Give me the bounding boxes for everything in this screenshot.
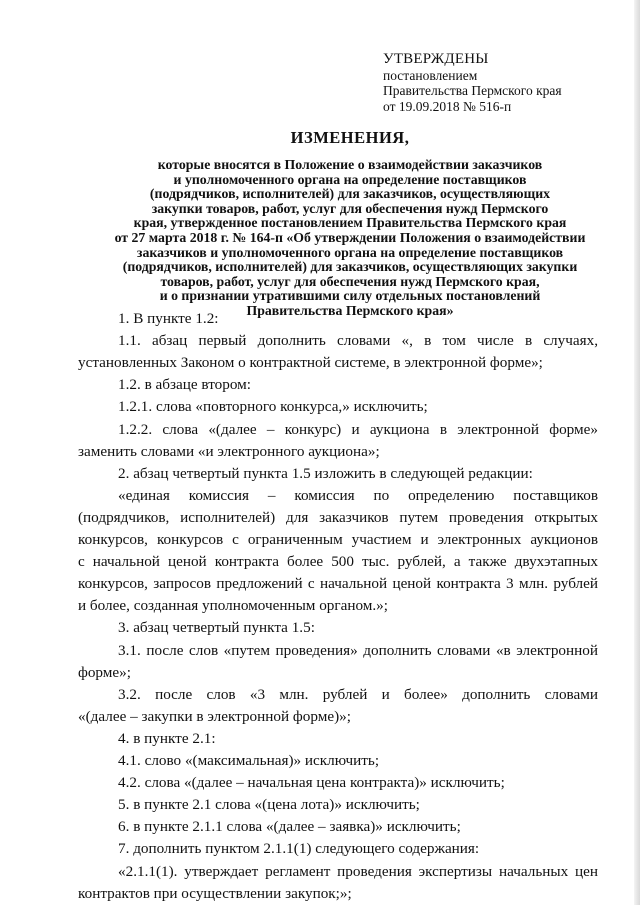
body-line: форме»; (78, 663, 131, 681)
body-line: контрактов при осуществлении закупок;»; (78, 884, 352, 902)
body-line: 1.2.2. слова «(далее – конкурс) и аукциона в электронной форме» (118, 420, 598, 438)
body-line: 4.1. слово «(максимальная)» исключить; (118, 752, 380, 769)
body-line: и более, созданная уполномоченным органом.»; (78, 597, 389, 615)
body-line: 4.2. слова «(далее – начальная цена контракта)» исключить; (118, 774, 505, 792)
heading-line: которые вносятся в Положение о взаимодействии заказчиков (157, 157, 543, 172)
body-line: 3.2. после слов «3 млн. рублей и более» дополнить словами (118, 685, 598, 703)
body-line: (подрядчиков, исполнителей) для заказчиков путем проведения открытых (78, 508, 598, 526)
heading-line: Правительства Пермского края» (246, 302, 454, 318)
body-line: 4. в пункте 2.1: (118, 729, 216, 747)
body-line: 7. дополнить пунктом 2.1.1(1) следующего содержания: (118, 840, 480, 858)
body-line: конкурсов, конкурсов с ограниченным участием и электронных аукционов (78, 531, 598, 548)
body-line: 6. в пункте 2.1.1 слова «(далее – заявка)» исключить; (118, 818, 461, 836)
body-line: 1.1. абзац первый дополнить словами «, в том числе в случаях, (118, 332, 598, 350)
approval-line: от 19.09.2018 № 516-п (383, 98, 512, 114)
heading-line: и о признании утратившими силу отдельных постановлений (159, 288, 541, 304)
body-line: конкурсов, запросов предложений с начальной ценой контракта 3 млн. рублей (78, 575, 598, 593)
body-line: установленных Законом о контрактной системе, в электронной форме»; (78, 354, 543, 372)
body-line: «(далее – закупки в электронной форме)»; (78, 707, 351, 725)
heading-line: от 27 марта 2018 г. № 164-п «Об утверждении Положения о взаимодействии (114, 229, 586, 245)
heading-line: товаров, работ, услуг для обеспечения нужд Пермского края, (160, 273, 540, 289)
heading-line: и уполномоченного органа на определение поставщиков (173, 171, 527, 187)
heading-line: края, утвержденное постановлением Правительства Пермского края (133, 215, 567, 231)
body-line: 5. в пункте 2.1 слова «(цена лота)» исключить; (118, 796, 420, 814)
page-edge (634, 0, 640, 905)
approval-title: УТВЕРЖДЕНЫ (383, 51, 489, 67)
document-heading (70, 128, 630, 319)
body-line: заменить словами «и электронного аукциона»; (78, 442, 380, 460)
approval-line: постановлением (383, 67, 478, 83)
body-line: 3. абзац четвертый пункта 1.5: (118, 619, 315, 637)
document-title: ИЗМЕНЕНИЯ, (290, 128, 410, 147)
body-line: 1. В пункте 1.2: (118, 310, 219, 327)
body-line: 2. абзац четвертый пункта 1.5 изложить в следующей редакции: (118, 464, 533, 482)
approval-line: Правительства Пермского края (383, 83, 562, 98)
body-line: «единая комиссия – комиссия по определению поставщиков (118, 486, 598, 504)
body-line: 1.2. в абзаце втором: (118, 376, 251, 394)
heading-line: закупки товаров, работ, услуг для обеспечения нужд Пермского (151, 200, 549, 216)
approval-stamp (383, 52, 623, 114)
body-line: 3.1. после слов «путем проведения» дополнить словами «в электронной (118, 641, 598, 659)
heading-line: заказчиков и уполномоченного органа на определение поставщиков (136, 244, 564, 260)
heading-line: (подрядчиков, исполнителей) для заказчиков, осуществляющих закупки (122, 259, 578, 275)
heading-line: (подрядчиков, исполнителей) для заказчиков, осуществляющих (149, 186, 551, 202)
body-line: «2.1.1(1). утверждает регламент проведения экспертизы начальных цен (118, 862, 598, 880)
body-line: с начальной ценой контракта более 500 тыс. рублей, а также двухэтапных (78, 553, 598, 571)
body-line: 1.2.1. слова «повторного конкурса,» исключить; (118, 398, 428, 416)
